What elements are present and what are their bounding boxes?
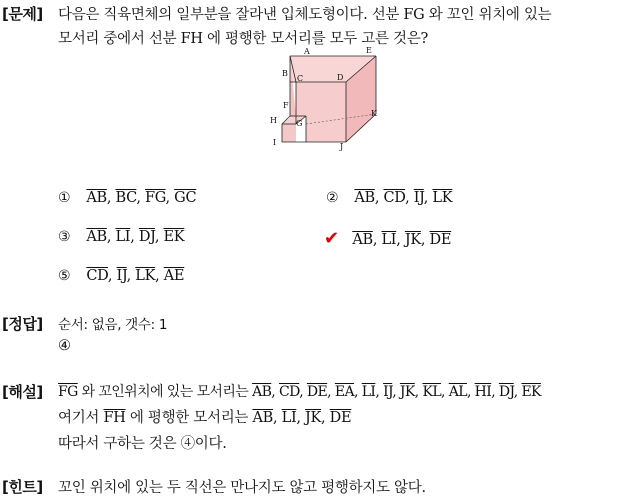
vertex-label: E xyxy=(366,46,372,55)
segment: $\overline{CD}$ xyxy=(383,190,406,206)
segment: $\overline{AB}$ xyxy=(252,410,273,426)
segment: $\overline{CD}$ xyxy=(278,384,300,400)
segment: $\overline{LI}$ xyxy=(361,384,376,400)
question-text-line1: 다음은 직육면체의 일부분을 잘라낸 입체도형이다. 선분 FG 와 꼬인 위치에 있는 xyxy=(58,7,552,23)
segment: $\overline{DE}$ xyxy=(329,410,352,426)
segment: $\overline{CD}$ xyxy=(86,268,108,284)
choice-2[interactable]: ② $\overline{AB}$, $\overline{CD}$, $\overline{IJ}$, $\overline{LK}$ xyxy=(326,190,453,206)
segment: $\overline{AB}$ xyxy=(252,384,272,400)
segment: $\overline{HI}$ xyxy=(474,384,492,400)
segment: $\overline{LI}$ xyxy=(115,229,131,245)
segment: $\overline{LK}$ xyxy=(135,268,156,284)
explanation-label: [해설] xyxy=(2,383,43,401)
segment: $\overline{FG}$ xyxy=(145,190,166,206)
segment: $\overline{AB}$ xyxy=(352,232,373,248)
answer-meta: 순서: 없음, 갯수: 1 xyxy=(58,317,168,333)
segment: $\overline{AB}$ xyxy=(86,190,107,206)
segment: $\overline{GC}$ xyxy=(174,190,197,206)
segment: $\overline{EA}$ xyxy=(334,384,355,400)
vertex-label: A xyxy=(304,47,310,56)
segment: $\overline{EK}$ xyxy=(163,229,185,245)
segment: $\overline{FH}$ xyxy=(103,410,126,426)
segment: $\overline{JK}$ xyxy=(404,232,421,248)
segment: $\overline{AE}$ xyxy=(163,268,185,284)
solid-figure xyxy=(266,46,386,152)
vertex-label: C xyxy=(297,74,304,83)
segment: $\overline{EK}$ xyxy=(521,384,541,400)
explanation-line3: 따라서 구하는 것은 ④이다. xyxy=(58,436,227,452)
choice-4[interactable]: ✔ $\overline{AB}$, $\overline{LI}$, $\overline{JK}$, $\overline{DE}$ xyxy=(324,228,452,249)
vertex-label: I xyxy=(273,138,277,147)
segment: $\overline{LK}$ xyxy=(432,190,453,206)
answer-label: [정답] xyxy=(2,315,43,333)
question-text-line2: 모서리 중에서 선분 FH 에 평행한 모서리를 모두 고른 것은? xyxy=(58,31,428,47)
segment: $\overline{DJ}$ xyxy=(498,384,514,400)
vertex-label: D xyxy=(337,73,344,82)
segment: $\overline{KL}$ xyxy=(422,384,442,400)
segment: $\overline{IJ}$ xyxy=(383,384,393,400)
choice-1[interactable]: ① $\overline{AB}$, $\overline{BC}$, $\overline{FG}$, $\overline{GC}$ xyxy=(58,190,197,206)
segment: $\overline{LI}$ xyxy=(281,410,297,426)
segment: $\overline{AB}$ xyxy=(354,190,375,206)
segment: $\overline{DE}$ xyxy=(429,232,452,248)
segment: $\overline{FG}$ xyxy=(58,384,78,400)
hint-text: 꼬인 위치에 있는 두 직선은 만나지도 않고 평행하지도 않다. xyxy=(58,480,426,496)
segment: $\overline{DE}$ xyxy=(306,384,328,400)
answer-value: ④ xyxy=(58,338,71,354)
segment: $\overline{AB}$ xyxy=(86,229,107,245)
choice-5[interactable]: ⑤ $\overline{CD}$, $\overline{IJ}$, $\overline{LK}$, $\overline{AE}$ xyxy=(58,268,185,284)
vertex-label: G xyxy=(296,119,303,128)
segment: $\overline{IJ}$ xyxy=(413,190,424,206)
explanation-line1: $\overline{FG}$ 와 꼬인위치에 있는 모서리는 $\overline{AB}$, $\overline{CD}$, $\overline{DE}$, $\overline{EA}$, $\overline{LI}$, $\overline{IJ}$, $\overline{JK}$, $\overline{KL}$, $\overline{AL}$, $\overline{HI}$, $\overline{DJ}$, $\overline{EK}$ xyxy=(58,384,541,400)
vertex-label: B xyxy=(282,69,288,78)
segment: $\overline{JK}$ xyxy=(305,410,322,426)
hint-label: [힌트] xyxy=(2,478,43,496)
vertex-label: K xyxy=(371,109,377,118)
segment: $\overline{LI}$ xyxy=(381,232,397,248)
segment: $\overline{JK}$ xyxy=(399,384,415,400)
choice-3[interactable]: ③ $\overline{AB}$, $\overline{LI}$, $\overline{DJ}$, $\overline{EK}$ xyxy=(58,229,185,245)
question-label: [문제] xyxy=(2,5,43,23)
segment: $\overline{DJ}$ xyxy=(138,229,155,245)
vertex-label: J xyxy=(340,142,344,151)
checkmark-icon: ✔ xyxy=(324,228,339,249)
vertex-label: H xyxy=(270,116,277,125)
segment: $\overline{AL}$ xyxy=(448,384,467,400)
segment: $\overline{IJ}$ xyxy=(116,268,127,284)
segment: $\overline{BC}$ xyxy=(115,190,137,206)
vertex-label: F xyxy=(283,101,289,110)
explanation-line2: 여기서 $\overline{FH}$ 에 평행한 모서리는 $\overline{AB}$, $\overline{LI}$, $\overline{JK}$, $\overline{DE}$ xyxy=(58,410,352,426)
